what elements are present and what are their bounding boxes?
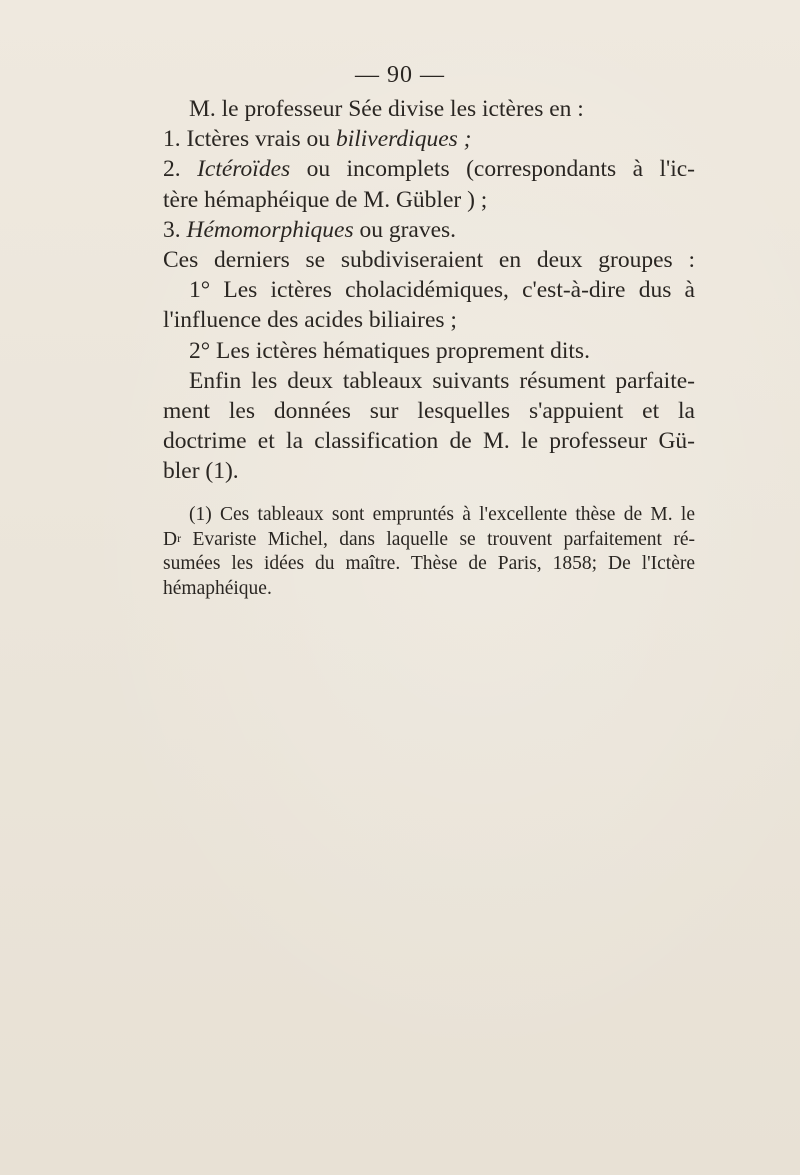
item-3-term: Hémomorphiques bbox=[186, 216, 354, 243]
group-1-line-1 bbox=[163, 275, 695, 305]
final-text-3: doctrime et la classification de M. le professeur Gü- bbox=[163, 428, 695, 455]
group-2-text: 2° Les ictères hématiques proprement dits. bbox=[189, 337, 590, 364]
item-1-number: 1. bbox=[163, 126, 181, 153]
group-1-line-2 bbox=[163, 305, 695, 335]
intro-line bbox=[163, 94, 695, 124]
footnote bbox=[163, 503, 695, 601]
item-1 bbox=[163, 124, 695, 154]
item-2-text: ou incomplets (correspondants à l'ic- bbox=[306, 156, 696, 183]
item-2 bbox=[163, 154, 695, 184]
footnote-line-4 bbox=[163, 577, 695, 602]
footnote-line-1 bbox=[163, 503, 695, 528]
footnote-dr: D bbox=[163, 528, 178, 550]
page-number: — 90 — bbox=[355, 62, 445, 88]
final-text-2: ment les données sur lesquelles s'appuient et la bbox=[163, 397, 695, 424]
footnote-dr-superscript: r bbox=[177, 530, 182, 545]
footnote-text-4: hémaphéique. bbox=[163, 577, 272, 599]
item-2-continuation bbox=[163, 185, 695, 215]
final-line-1 bbox=[163, 366, 695, 396]
final-text-1: Enfin les deux tableaux suivants résument parfaite- bbox=[189, 367, 695, 394]
footnote-text-1: (1) Ces tableaux sont empruntés à l'excellente thèse de M. le bbox=[189, 504, 695, 525]
group-1-text: 1° Les ictères cholacidémiques, c'est-à-dire dus à bbox=[189, 277, 695, 304]
final-line-4 bbox=[163, 456, 695, 486]
item-2-term: Ictéroïdes bbox=[197, 156, 291, 183]
groups-intro bbox=[163, 245, 695, 275]
footnote-line-2 bbox=[163, 528, 695, 553]
final-line-3 bbox=[163, 426, 695, 456]
item-3-number: 3. bbox=[163, 216, 181, 243]
item-3-text: ou graves. bbox=[359, 216, 457, 243]
final-text-4: bler (1). bbox=[163, 458, 239, 485]
item-3 bbox=[163, 215, 695, 245]
footnote-line-3 bbox=[163, 552, 695, 577]
footnote-text-2: Evariste Michel, dans laquelle se trouvent parfaitement ré- bbox=[181, 528, 695, 550]
item-1-term: biliverdiques ; bbox=[335, 126, 472, 153]
item-2-cont-text: tère hémaphéique de M. Gübler ) ; bbox=[163, 186, 488, 213]
groups-intro-text: Ces derniers se subdiviseraient en deux groupes : bbox=[163, 246, 695, 273]
footnote-text-3: sumées les idées du maître. Thèse de Paris, 1858; De l'Ictère bbox=[163, 553, 695, 574]
item-2-number: 2. bbox=[163, 156, 181, 183]
group-2 bbox=[163, 336, 695, 366]
intro-text: M. le professeur Sée divise les ictères en : bbox=[189, 96, 584, 122]
group-1-cont-text: l'influence des acides biliaires ; bbox=[163, 307, 457, 334]
item-1-text: Ictères vrais ou bbox=[186, 126, 331, 153]
final-line-2 bbox=[163, 396, 695, 426]
main-text bbox=[163, 94, 695, 486]
